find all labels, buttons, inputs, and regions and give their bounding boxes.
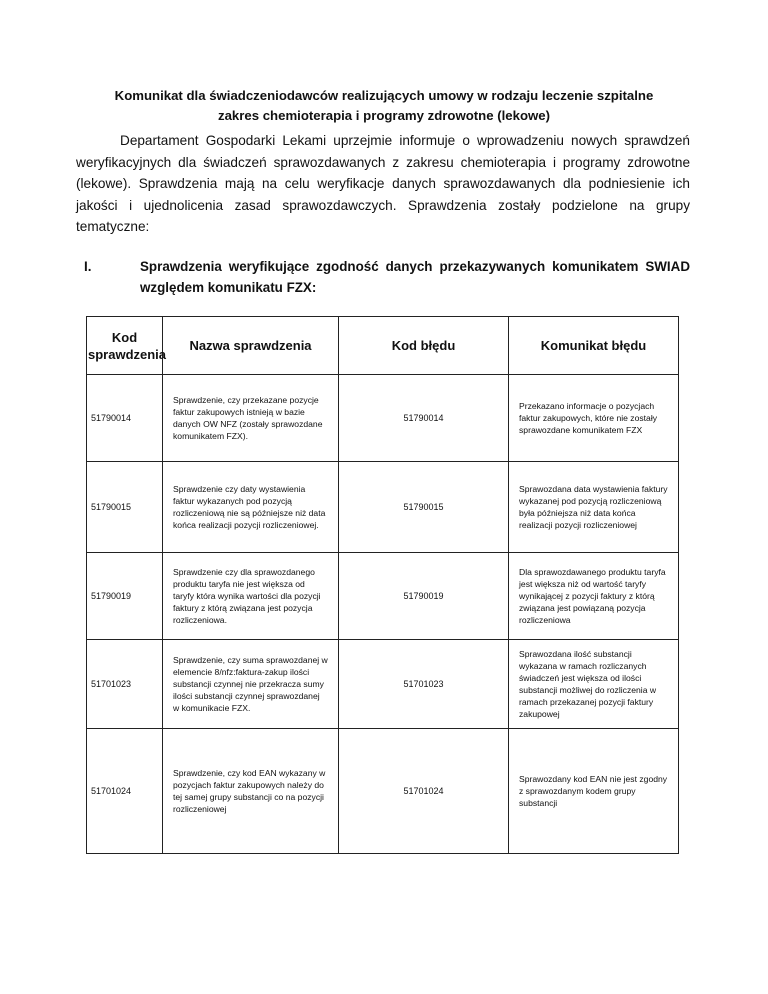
check-code: 51701024 bbox=[87, 729, 163, 854]
error-code: 51701024 bbox=[339, 729, 509, 854]
error-message: Sprawozdany kod EAN nie jest zgodny z sprawozdanym kodem grupy substancji bbox=[509, 729, 679, 854]
table-row bbox=[87, 375, 679, 462]
section-title: Sprawdzenia weryfikujące zgodność danych przekazywanych komunikatem SWIAD względem komunikatu FZX: bbox=[140, 259, 690, 295]
check-code: 51790019 bbox=[87, 553, 163, 640]
check-code: 51790014 bbox=[87, 375, 163, 462]
table-row bbox=[87, 640, 679, 729]
check-code: 51701023 bbox=[87, 640, 163, 729]
section-number: I. bbox=[84, 259, 92, 274]
header-check-name: Nazwa sprawdzenia bbox=[163, 317, 339, 375]
intro-text: Departament Gospodarki Lekami uprzejmie informuje o wprowadzeniu nowych sprawdzeń weryfikacyjnych dla świadczeń sprawozdawanych z zakresu chemioterapia i programy zdrowotne (lekowe). Sprawdzenia mają na celu weryfikacje danych sprawozdawanych dla podniesienie ich jakości i ujednolicenia zasad sprawozdawczych. Sprawdzenia zostały podzielone na grupy tematyczne: bbox=[76, 133, 690, 234]
error-code: 51790014 bbox=[339, 375, 509, 462]
error-code: 51790019 bbox=[339, 553, 509, 640]
error-code: 51790015 bbox=[339, 462, 509, 553]
check-name: Sprawdzenie, czy przekazane pozycje faktur zakupowych istnieją w bazie danych OW NFZ (zostały sprawozdane komunikatem FZX). bbox=[163, 375, 339, 462]
error-message: Przekazano informacje o pozycjach faktur zakupowych, które nie zostały sprawozdane komunikatem FZX bbox=[509, 375, 679, 462]
table-row bbox=[87, 553, 679, 640]
table-row bbox=[87, 729, 679, 854]
check-name: Sprawdzenie czy dla sprawozdanego produktu taryfa nie jest większa od taryfy która wynika wartości dla pozycji faktury z którą związana jest pozycja rozliczeniowa. bbox=[163, 553, 339, 640]
error-code: 51701023 bbox=[339, 640, 509, 729]
header-error-message: Komunikat błędu bbox=[509, 317, 679, 375]
check-name: Sprawdzenie, czy kod EAN wykazany w pozycjach faktur zakupowych należy do tej samej grupy substancji co na pozycji rozliczeniowej bbox=[163, 729, 339, 854]
document-title: Komunikat dla świadczeniodawców realizujących umowy w rodzaju leczenie szpitalne zakres chemioterapia i programy zdrowotne (lekowe) bbox=[114, 88, 654, 123]
intro-paragraph bbox=[76, 130, 690, 238]
table-row bbox=[87, 462, 679, 553]
check-name: Sprawdzenie czy daty wystawienia faktur wykazanych pod pozycją rozliczeniową nie są późniejsze niż data końca realizacji pozycji rozliczeniowej. bbox=[163, 462, 339, 553]
error-message: Sprawozdana ilość substancji wykazana w ramach rozliczanych świadczeń jest większa od ilości substancji możliwej do rozliczenia w ramach przekazanej pozycji faktury zakupowej bbox=[509, 640, 679, 729]
check-name: Sprawdzenie, czy suma sprawozdanej w elemencie 8/nfz:faktura-zakup ilości substancji czynnej nie przekracza sumy ilości substancji czynnej sprawozdanej w komunikacie FZX. bbox=[163, 640, 339, 729]
check-code: 51790015 bbox=[87, 462, 163, 553]
error-message: Sprawozdana data wystawienia faktury wykazanej pod pozycją rozliczeniową była późniejsza niż data końca realizacji pozycji rozliczeniowej bbox=[509, 462, 679, 553]
error-message: Dla sprawozdawanego produktu taryfa jest większa niż od wartość taryfy wynikającej z pozycji faktury z którą związana jest powiązaną pozycja rozliczeniowa bbox=[509, 553, 679, 640]
table-header-row bbox=[87, 317, 679, 375]
header-error-code: Kod błędu bbox=[339, 317, 509, 375]
header-check-code: Kod sprawdzenia bbox=[87, 317, 163, 375]
checks-table bbox=[86, 316, 679, 854]
